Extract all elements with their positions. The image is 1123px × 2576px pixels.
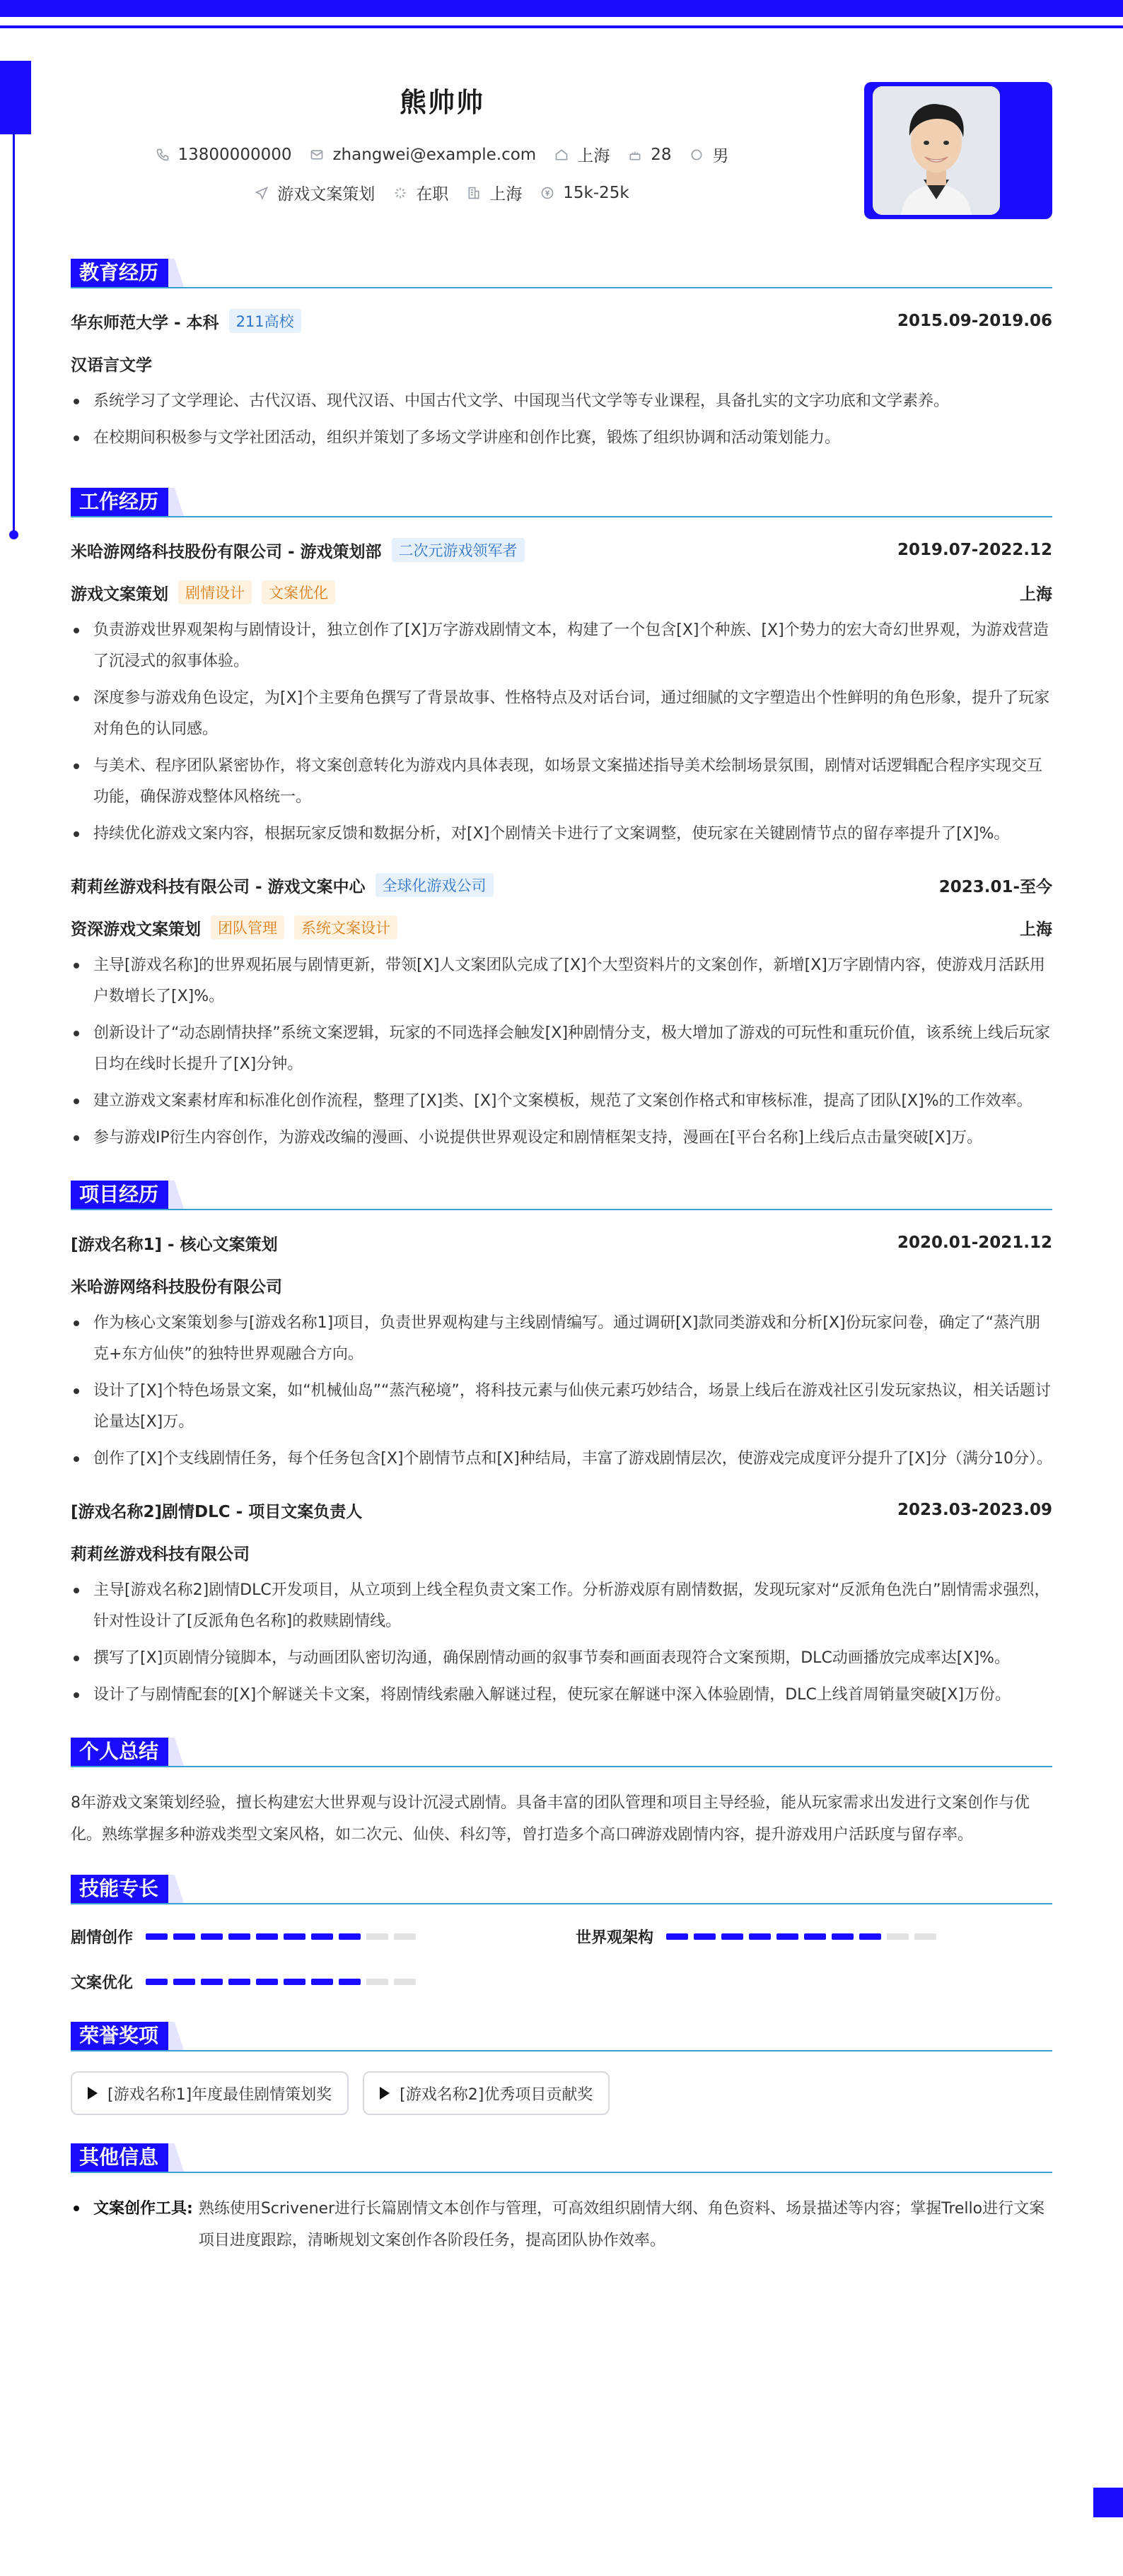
job-intent-row [71,181,813,204]
work-role-left [71,915,397,939]
list-item: 在校期间积极参与文学社团活动，组织并策划了多场文学讲座和创作比赛，锻炼了组织协调和活动策划能力。 [71,423,1052,454]
education-entry-header [71,308,1052,334]
list-item: 参与游戏IP衍生内容创作，为游戏改编的漫画、小说提供世界观设定和剧情框架支持，漫画在[平台名称]上线后点击量突破[X]万。 [71,1123,1052,1154]
skill-segment-filled [146,1979,168,1985]
section-divider [71,1766,1052,1767]
projects-heading [71,1181,1052,1213]
city-info [467,181,522,204]
project-company-row [71,1540,1052,1565]
skill-segment-filled [339,1979,361,1985]
salary-info [540,184,629,202]
section-divider [71,516,1052,517]
skill-segment-empty [366,1933,388,1940]
project-title: [游戏名称2]剧情DLC - 项目文案负责人 [71,1502,363,1521]
projects-title: 项目经历 [71,1181,168,1209]
list-item: 负责游戏世界观架构与剧情设计，独立创作了[X]万字游戏剧情文本，构建了一个包含[X]个种族、[X]个势力的宏大奇幻世界观，为游戏营造了沉浸式的叙事体验。 [71,615,1052,677]
project-title: [游戏名称1] - 核心文案策划 [71,1235,278,1254]
work-role-row [71,915,1052,940]
skill-segment-filled [804,1933,826,1940]
major-name: 汉语言文学 [71,356,152,375]
list-item: 设计了[X]个特色场景文案，如“机械仙岛”“蒸汽秘境”，将科技元素与仙侠元素巧妙结合，场景上线后在游戏社区引发玩家热议，相关话题讨论量达[X]万。 [71,1376,1052,1438]
projects-section [71,1181,1052,1711]
project-company: 莉莉丝游戏科技有限公司 [71,1545,250,1564]
skills-section [71,1875,1052,1994]
work-role-row [71,580,1052,605]
project-period: 2023.03-2023.09 [897,1501,1052,1519]
side-accent-block [0,61,31,134]
skill-name: 剧情创作 [71,1928,134,1947]
status-text: 在职 [416,185,449,204]
other-title: 其他信息 [71,2143,168,2172]
skill-segment-filled [173,1979,195,1985]
honor-item [363,2071,610,2115]
education-bullets [71,386,1052,454]
skill-segment-filled [311,1933,333,1940]
skill-name: 文案优化 [71,1974,134,1992]
skills-title: 技能专长 [71,1875,168,1903]
entry-gap [71,855,1052,872]
project-entry-header [71,1497,1052,1523]
summary-section [71,1738,1052,1851]
home-icon [554,148,569,162]
project-company: 米哈游网络科技股份有限公司 [71,1277,282,1296]
company-name: 米哈游网络科技股份有限公司 - 游戏策划部 [71,542,382,561]
other-label: 文案创作工具: [93,2200,193,2218]
work-city: 上海 [1020,920,1052,939]
other-list [71,2193,1052,2256]
age-text: 28 [651,145,672,164]
work-heading [71,488,1052,520]
section-divider [71,1903,1052,1904]
skill-segment-filled [173,1933,195,1940]
honor-item [71,2071,349,2115]
gender-info [689,143,728,166]
skill-level-bar [146,1933,416,1940]
work-section [71,488,1052,1154]
skill-segment-filled [666,1933,688,1940]
phone-icon [156,148,170,162]
play-triangle-icon [380,2087,390,2100]
status-info [393,181,448,204]
play-triangle-icon [88,2087,98,2100]
bottom-accent-block [1093,2488,1123,2517]
list-item: 系统学习了文学理论、古代汉语、现代汉语、中国古代文学、中国现当代文学等专业课程，具备扎实的文字功底和文学素养。 [71,386,1052,417]
education-section [71,259,1052,454]
honors-list [71,2071,1052,2115]
work-bullets [71,950,1052,1154]
city-text: 上海 [489,185,523,204]
age-info [628,146,671,164]
resume-page [71,0,1052,2256]
list-item: 主导[游戏名称]的世界观拓展与剧情更新，带领[X]人文案团队完成了[X]个大型资料片的文案创作，新增[X]万字剧情内容，使游戏月活跃用户数增长了[X]%。 [71,950,1052,1012]
work-period: 2019.07-2022.12 [897,541,1052,559]
gender-text: 男 [712,147,729,165]
section-divider [71,287,1052,288]
skill-tag: 文案优化 [262,580,335,604]
skill-segment-empty [366,1979,388,1985]
skill-level-bar [666,1933,936,1940]
education-title: 教育经历 [71,259,168,287]
skill-segment-empty [394,1933,416,1940]
company-name: 莉莉丝游戏科技有限公司 - 游戏文案中心 [71,877,366,896]
skill-segment-filled [721,1933,743,1940]
side-accent-line [13,134,15,534]
list-item: 持续优化游戏文案内容，根据玩家反馈和数据分析，对[X]个剧情关卡进行了文案调整，使玩家在关键剧情节点的留存率提升了[X]%。 [71,819,1052,850]
summary-text: 8年游戏文案策划经验，擅长构建宏大世界观与设计沉浸式剧情。具备丰富的团队管理和项目主导经验，能从玩家需求出发进行文案创作与优化。熟练掌握多种游戏类型文案风格，如二次元、仙侠、科幻等，曾打造多个高口碑游戏剧情内容，提升游戏用户活跃度与留存率。 [71,1794,1030,1844]
skill-segment-empty [887,1933,909,1940]
skill-tag: 系统文案设计 [294,915,397,939]
skill-item [576,1924,1052,1948]
work-role-left [71,580,335,604]
work-entry-left [71,538,525,562]
avatar-frame [864,82,1052,219]
section-divider [71,1209,1052,1210]
honors-title: 荣誉奖项 [71,2022,168,2050]
list-item: 主导[游戏名称2]剧情DLC开发项目，从立项到上线全程负责文案工作。分析游戏原有剧情数据，发现玩家对“反派角色洗白”剧情需求强烈，针对性设计了[反派角色名称]的救赎剧情线。 [71,1575,1052,1637]
honor-text: [游戏名称1]年度最佳剧情策划奖 [107,2085,332,2104]
section-divider [71,2172,1052,2173]
skill-segment-filled [339,1933,361,1940]
list-item: 深度参与游戏角色设定，为[X]个主要角色撰写了背景故事、性格特点及对话台词，通过细腻的文字塑造出个性鲜明的角色形象，提升了玩家对角色的认同感。 [71,683,1052,745]
skill-segment-filled [284,1979,306,1985]
education-heading [71,259,1052,291]
skill-tag: 剧情设计 [178,580,252,604]
list-item: 与美术、程序团队紧密协作，将文案创意转化为游戏内具体表现，如场景文案描述指导美术绘制场景氛围，剧情对话逻辑配合程序实现交互功能，确保游戏整体风格统一。 [71,751,1052,813]
skill-segment-filled [228,1933,250,1940]
email-info [310,146,536,164]
role-name: 游戏文案策划 [71,585,168,604]
skill-segment-empty [914,1933,936,1940]
skill-segment-filled [694,1933,716,1940]
work-bullets [71,615,1052,850]
skill-segment-filled [201,1933,223,1940]
skill-item [71,1924,547,1948]
summary-title: 个人总结 [71,1738,168,1766]
side-accent-dot [9,530,18,539]
skill-name: 世界观架构 [576,1928,654,1947]
list-item [71,2193,1052,2256]
job-text: 游戏文案策划 [277,185,376,204]
skill-segment-filled [256,1979,278,1985]
list-item: 创作了[X]个支线剧情任务，每个任务包含[X]个剧情节点和[X]种结局，丰富了游戏剧情层次，使游戏完成度评分提升了[X]分（满分10分）。 [71,1444,1052,1475]
education-entry-left [71,309,301,333]
project-entry-header [71,1230,1052,1255]
role-name: 资深游戏文案策划 [71,920,201,939]
other-text: 熟练使用Scrivener进行长篇剧情文本创作与管理，可高效组织剧情大纲、角色资料、场景描述等内容；掌握Trello进行文案项目进度跟踪，清晰规划文案创作各阶段任务，提高团队协作效率。 [198,2200,1045,2249]
skill-tag: 团队管理 [211,915,284,939]
contact-row [71,143,813,166]
education-major-row [71,351,1052,376]
company-tag: 二次元游戏领军者 [392,538,525,562]
location-text: 上海 [577,147,610,165]
list-item: 设计了与剧情配套的[X]个解谜关卡文案，将剧情线索融入解谜过程，使玩家在解谜中深入体验剧情，DLC上线首周销量突破[X]万份。 [71,1680,1052,1711]
phone-text: 13800000000 [178,145,292,164]
list-item: 创新设计了“动态剧情抉择”系统文案逻辑，玩家的不同选择会触发[X]种剧情分支，极大增加了游戏的可玩性和重玩价值，该系统上线后玩家日均在线时长提升了[X]分钟。 [71,1018,1052,1080]
work-city: 上海 [1020,585,1052,604]
skill-level-bar [146,1979,416,1985]
project-bullets [71,1575,1052,1711]
list-item: 建立游戏文案素材库和标准化创作流程，整理了[X]类、[X]个文案模板，规范了文案创作格式和审核标准，提高了团队[X]%的工作效率。 [71,1086,1052,1117]
education-period: 2015.09-2019.06 [897,312,1052,330]
other-section [71,2143,1052,2256]
section-divider [71,2050,1052,2051]
skill-segment-filled [146,1933,168,1940]
send-icon [255,186,269,200]
honors-section [71,2022,1052,2115]
salary-text: 15k-25k [563,183,629,202]
school-name: 华东师范大学 - 本科 [71,313,219,332]
work-period: 2023.01-至今 [938,877,1052,896]
skill-item [71,1969,547,1994]
work-title: 工作经历 [71,488,168,516]
loading-icon [393,186,407,200]
honor-text: [游戏名称2]优秀项目贡献奖 [400,2085,593,2104]
avatar [873,86,1000,215]
skill-segment-filled [859,1933,881,1940]
job-info [255,181,375,204]
entry-gap [71,1480,1052,1497]
other-heading [71,2143,1052,2176]
email-text: zhangwei@example.com [332,145,537,164]
gender-icon [689,148,704,162]
skill-segment-filled [284,1933,306,1940]
skill-segment-filled [749,1933,771,1940]
cake-icon [628,148,642,162]
candidate-name: 熊帅帅 [399,87,484,118]
work-entry-left [71,873,494,897]
mail-icon [310,148,324,162]
work-entry-header [71,537,1052,563]
skills-heading [71,1875,1052,1907]
list-item: 作为核心文案策划参与[游戏名称1]项目，负责世界观构建与主线剧情编写。通过调研[X]款同类游戏和分析[X]份玩家问卷，确定了“蒸汽朋克+东方仙侠”的独特世界观融合方向。 [71,1308,1052,1370]
skill-segment-filled [311,1979,333,1985]
phone-info [156,146,292,164]
honors-heading [71,2022,1052,2054]
money-icon [540,186,554,200]
skill-segment-filled [832,1933,854,1940]
skill-segment-empty [394,1979,416,1985]
project-company-row [71,1272,1052,1298]
work-entry-header [71,872,1052,898]
resume-header [71,0,1052,233]
company-tag: 全球化游戏公司 [376,873,494,897]
list-item: 撰写了[X]页剧情分镜脚本，与动画团队密切沟通，确保剧情动画的叙事节奏和画面表现符合文案预期，DLC动画播放完成率达[X]%。 [71,1643,1052,1674]
skill-segment-filled [776,1933,798,1940]
building-icon [467,186,481,200]
school-tag: 211高校 [229,309,301,333]
skill-segment-filled [201,1979,223,1985]
skills-grid [71,1924,1052,1994]
project-period: 2020.01-2021.12 [897,1234,1052,1252]
project-bullets [71,1308,1052,1475]
skill-segment-filled [228,1979,250,1985]
location-info [554,143,610,166]
summary-heading [71,1738,1052,1770]
skill-segment-filled [256,1933,278,1940]
